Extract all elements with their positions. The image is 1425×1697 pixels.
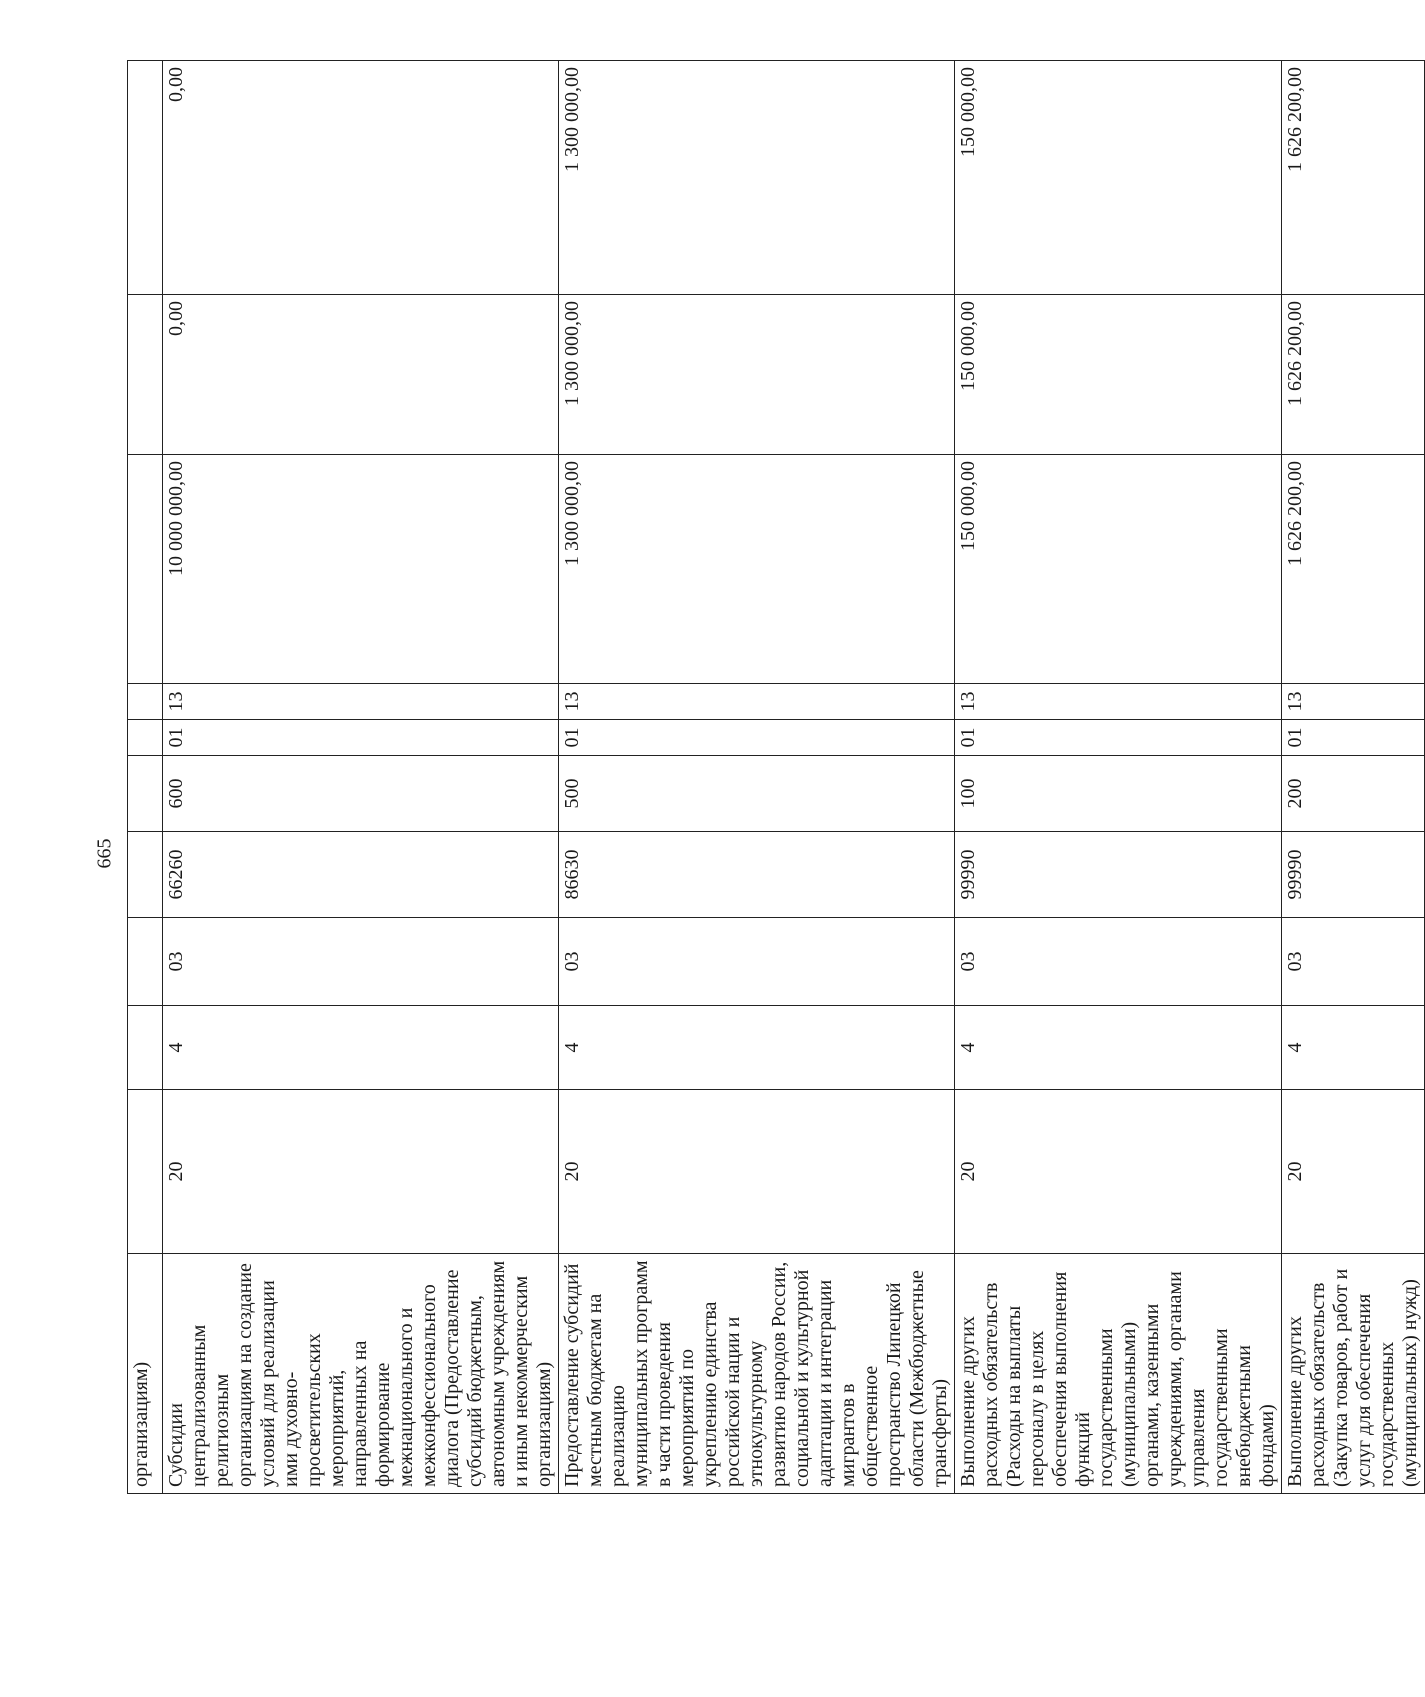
amount-cell: 0,00 (163, 295, 559, 455)
code-cell: 03 (1282, 918, 1425, 1006)
code-cell: 20 (559, 1090, 955, 1254)
code-cell: 13 (1282, 684, 1425, 720)
code-cell: 99990 (955, 832, 1282, 918)
code-cell: 20 (1282, 1090, 1425, 1254)
code-cell: 13 (163, 684, 559, 720)
code-cell: 200 (1282, 756, 1425, 832)
code-cell: 01 (163, 720, 559, 756)
table-row (955, 61, 1282, 1494)
amount-cell: 0,00 (163, 61, 559, 295)
amount-cell: 1 626 200,00 (1282, 61, 1425, 295)
description-cell: Выполнение других расходных обязательств (Расходы на выплаты персоналу в целях обеспечения выполнения функций государственными (муниципальными) органами, казенными учреждениями, органами управления государственными внебюджетными фондами) (955, 1254, 1282, 1494)
code-cell: 01 (559, 720, 955, 756)
code-cell: 600 (163, 756, 559, 832)
description-cell: организациям) (128, 1254, 163, 1494)
code-cell: 03 (559, 918, 955, 1006)
table-row (163, 61, 559, 1494)
amount-cell: 1 300 000,00 (559, 295, 955, 455)
description-cell: Субсидии централизованным религиозным организациям на создание условий для реализации ими духовно-просветительских мероприятий, направленных на формирование межнационального и межконфессионального диалога (Предоставление субсидий бюджетным, автономным учреждениям и иным некоммерческим организациям) (163, 1254, 559, 1494)
code-cell: 03 (955, 918, 1282, 1006)
page-number: 665 (93, 838, 116, 869)
table-row (559, 61, 955, 1494)
amount-cell: 150 000,00 (955, 295, 1282, 455)
empty-cell (128, 1006, 163, 1090)
code-cell: 01 (1282, 720, 1425, 756)
code-cell: 13 (559, 684, 955, 720)
amount-cell: 150 000,00 (955, 455, 1282, 684)
code-cell: 20 (163, 1090, 559, 1254)
empty-cell (128, 918, 163, 1006)
code-cell: 4 (163, 1006, 559, 1090)
code-cell: 86630 (559, 832, 955, 918)
code-cell: 4 (955, 1006, 1282, 1090)
code-cell: 500 (559, 756, 955, 832)
code-cell: 03 (163, 918, 559, 1006)
table-row (128, 61, 163, 1494)
amount-cell: 150 000,00 (955, 61, 1282, 295)
amount-cell: 1 626 200,00 (1282, 455, 1425, 684)
empty-cell (128, 720, 163, 756)
empty-cell (128, 455, 163, 684)
empty-cell (128, 756, 163, 832)
code-cell: 99990 (1282, 832, 1425, 918)
budget-table (127, 60, 1425, 1494)
code-cell: 4 (1282, 1006, 1425, 1090)
description-cell: Выполнение других расходных обязательств (Закупка товаров, работ и услуг для обеспечения государственных (муниципальных) нужд) (1282, 1254, 1425, 1494)
empty-cell (128, 61, 163, 295)
amount-cell: 1 300 000,00 (559, 61, 955, 295)
amount-cell: 1 300 000,00 (559, 455, 955, 684)
code-cell: 66260 (163, 832, 559, 918)
code-cell: 4 (559, 1006, 955, 1090)
empty-cell (128, 1090, 163, 1254)
code-cell: 01 (955, 720, 1282, 756)
code-cell: 100 (955, 756, 1282, 832)
amount-cell: 10 000 000,00 (163, 455, 559, 684)
code-cell: 13 (955, 684, 1282, 720)
table-row (1282, 61, 1425, 1494)
empty-cell (128, 684, 163, 720)
empty-cell (128, 832, 163, 918)
description-cell: Предоставление субсидий местным бюджетам на реализацию муниципальных программ в части проведения мероприятий по укреплению единства российской нации и этнокультурному развитию народов России, социальной и культурной адаптации и интеграции мигрантов в общественное пространство Липецкой области (Межбюджетные трансферты) (559, 1254, 955, 1494)
amount-cell: 1 626 200,00 (1282, 295, 1425, 455)
code-cell: 20 (955, 1090, 1282, 1254)
empty-cell (128, 295, 163, 455)
budget-table-rotated (127, 61, 1421, 1494)
